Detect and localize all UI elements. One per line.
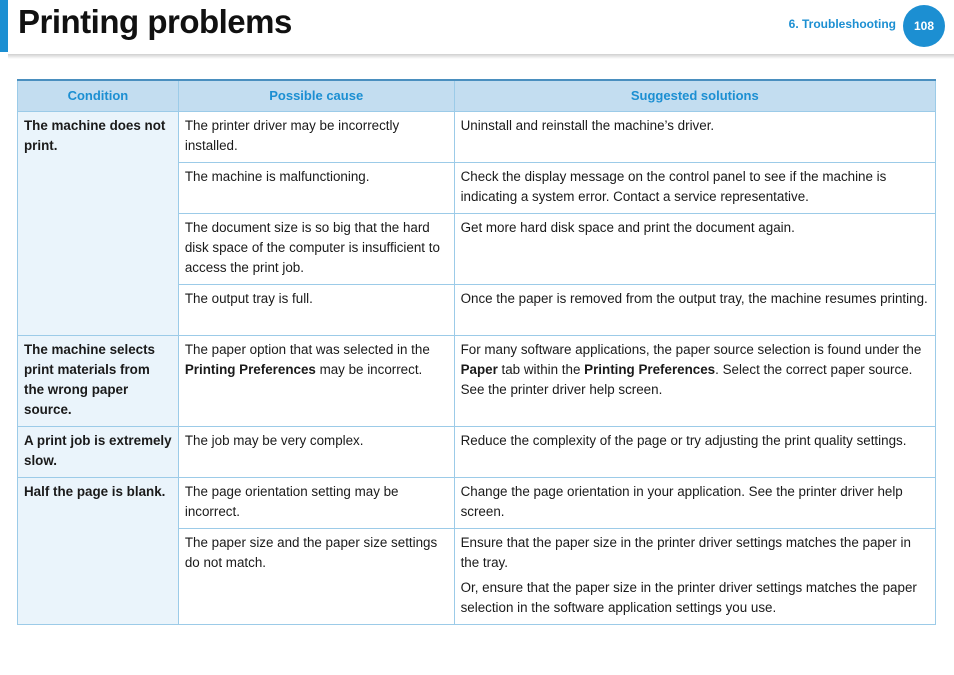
paper-tab-term: Paper [460, 362, 498, 377]
table-header-row [18, 80, 936, 112]
solution-cell: Change the page orientation in your application. See the printer driver help screen. [454, 478, 935, 529]
solution-text: . Select the correct paper source. See the printer driver help screen. [460, 362, 913, 397]
cause-cell: The output tray is full. [178, 285, 454, 336]
page-number-badge: 108 [903, 5, 945, 47]
table-row [18, 478, 936, 529]
table-row [18, 427, 936, 478]
column-header-solutions: Suggested solutions [454, 80, 935, 112]
title-accent-bar [0, 0, 8, 52]
condition-cell: Half the page is blank. [18, 478, 179, 625]
cause-cell: The printer driver may be incorrectly installed. [178, 112, 454, 163]
solution-text: tab within the [497, 362, 585, 377]
condition-cell: The machine does not print. [18, 112, 179, 336]
cause-cell: The job may be very complex. [178, 427, 454, 478]
cause-cell: The machine is malfunctioning. [178, 163, 454, 214]
printing-preferences-term: Printing Preferences [584, 362, 716, 377]
cause-text: The paper option that was selected in the [184, 342, 430, 357]
solution-cell [454, 529, 935, 625]
column-header-condition: Condition [18, 80, 179, 112]
cause-cell: The page orientation setting may be incorrect. [178, 478, 454, 529]
solution-cell: Get more hard disk space and print the document again. [454, 214, 935, 285]
table-row [18, 112, 936, 163]
troubleshooting-table [17, 79, 936, 625]
solution-cell [454, 336, 935, 427]
condition-cell: A print job is extremely slow. [18, 427, 179, 478]
table-row [18, 336, 936, 427]
solution-paragraph: Ensure that the paper size in the printer driver settings matches the paper in the tray. [460, 535, 911, 570]
column-header-cause: Possible cause [178, 80, 454, 112]
solution-cell: Reduce the complexity of the page or try adjusting the print quality settings. [454, 427, 935, 478]
solution-cell: Once the paper is removed from the output tray, the machine resumes printing. [454, 285, 935, 336]
cause-cell [178, 336, 454, 427]
page-title: Printing problems [18, 3, 292, 40]
solution-text: For many software applications, the paper source selection is found under the [460, 342, 922, 357]
cause-cell: The paper size and the paper size settings do not match. [178, 529, 454, 625]
solution-cell: Uninstall and reinstall the machine’s driver. [454, 112, 935, 163]
section-label: 6. Troubleshooting [788, 17, 896, 31]
solution-cell: Check the display message on the control panel to see if the machine is indicating a system error. Contact a service representative. [454, 163, 935, 214]
condition-cell: The machine selects print materials from the wrong paper source. [18, 336, 179, 427]
solution-paragraph: Or, ensure that the paper size in the printer driver settings matches the paper selection in the software application settings you use. [460, 580, 917, 615]
cause-text: may be incorrect. [315, 362, 423, 377]
printing-preferences-term: Printing Preferences [184, 362, 316, 377]
cause-cell: The document size is so big that the hard disk space of the computer is insufficient to access the print job. [178, 214, 454, 285]
title-underline [8, 54, 954, 59]
